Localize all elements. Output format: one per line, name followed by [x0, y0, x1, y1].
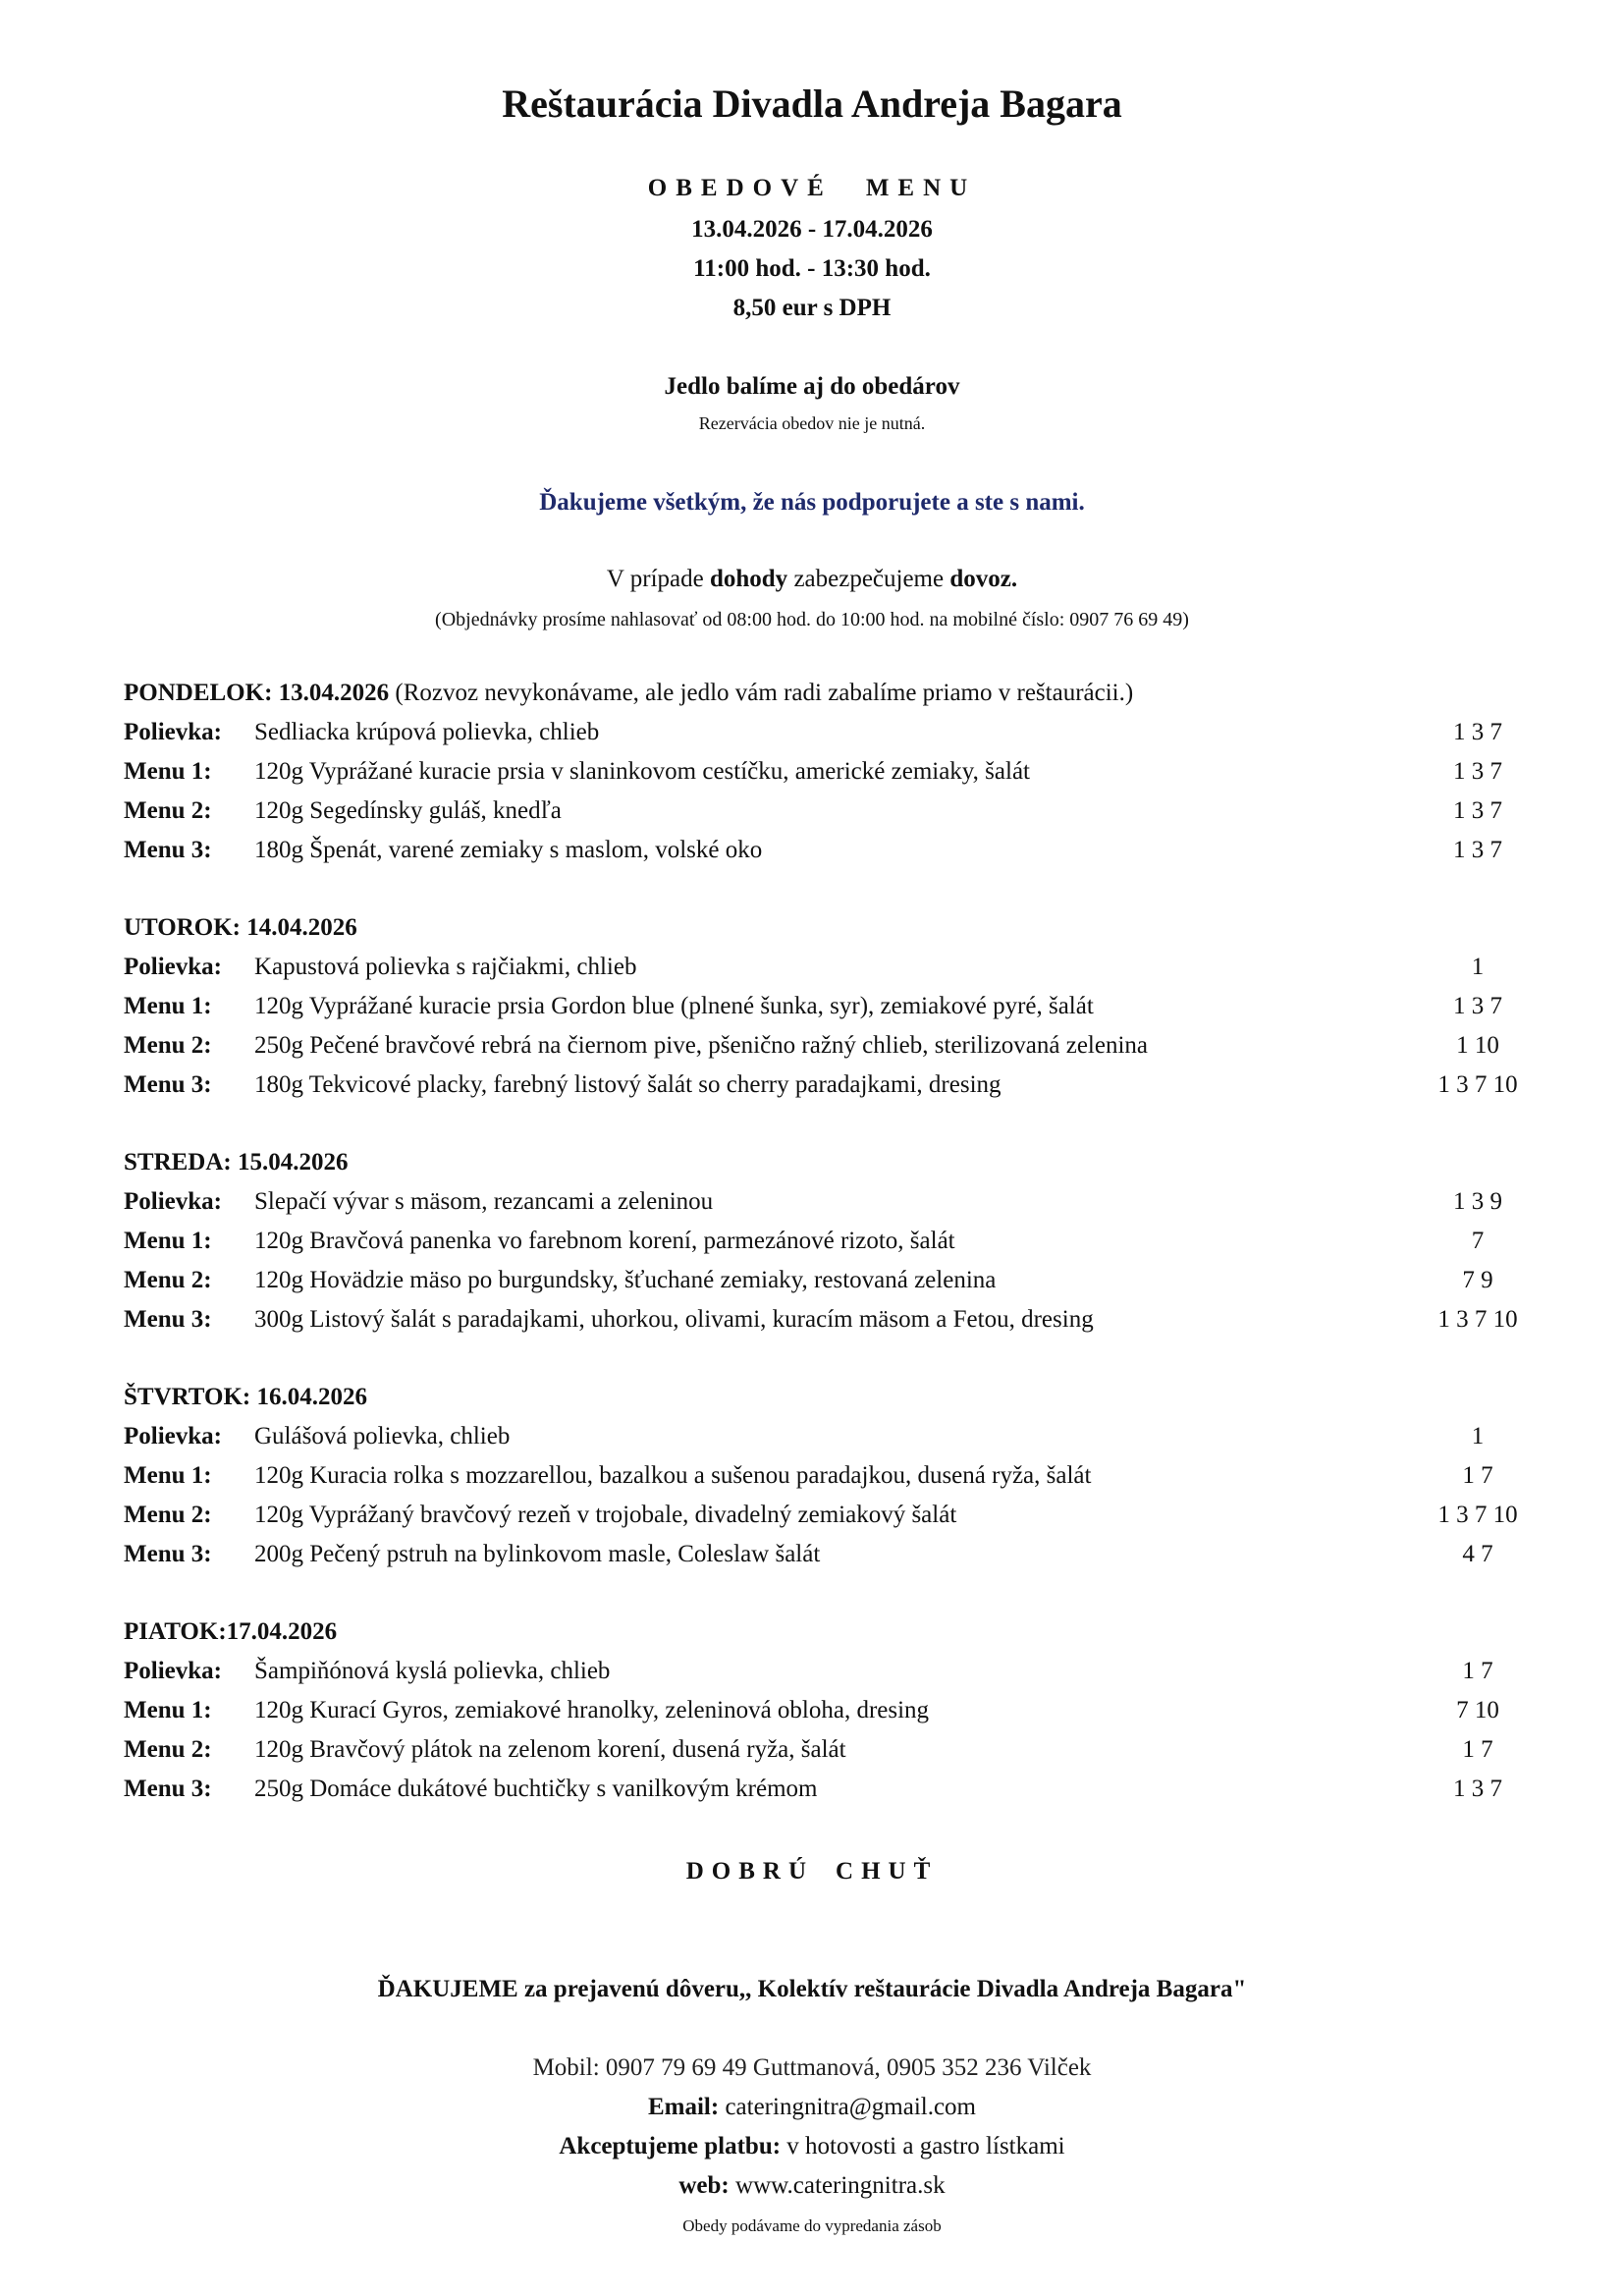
email-value: cateringnitra@gmail.com	[719, 2094, 977, 2120]
item-label: Polievka:	[124, 954, 222, 980]
item-label: Menu 1:	[124, 1228, 212, 1254]
item-dish: 300g Listový šalát s paradajkami, uhorkou, olivami, kuracím mäsom a Fetou, dresing	[254, 1306, 1094, 1333]
subtitle-word-2: MENU	[865, 175, 977, 201]
item-allergens: 4 7	[1462, 1541, 1493, 1567]
day-heading	[124, 914, 357, 942]
item-dish: 120g Bravčová panenka vo farebnom korení, parmezánové rizoto, šalát	[254, 1228, 955, 1254]
item-label: Menu 1:	[124, 1462, 212, 1489]
delivery-bold-2: dovoz.	[949, 566, 1018, 592]
item-dish: 120g Vyprážané kuracie prsia v slaninkovom cestíčku, americké zemiaky, šalát	[254, 758, 1030, 785]
item-allergens: 1 3 7	[1453, 993, 1502, 1019]
item-allergens: 1 3 7	[1453, 837, 1502, 863]
item-allergens: 1 3 7 10	[1437, 1071, 1518, 1098]
day-name: PONDELOK: 13.04.2026	[124, 680, 390, 706]
thanks-note: Ďakujeme všetkým, že nás podporujete a ste s nami.	[539, 489, 1085, 516]
menu-row	[0, 1267, 1624, 1306]
day-name: UTOROK: 14.04.2026	[124, 914, 357, 941]
item-dish: 120g Vyprážané kuracie prsia Gordon blue (plnené šunka, syr), zemiakové pyré, šalát	[254, 993, 1094, 1019]
delivery-mid: zabezpečujeme	[787, 566, 950, 592]
item-allergens: 1 7	[1462, 1736, 1493, 1763]
item-label: Menu 3:	[124, 837, 212, 863]
payment-value: v hotovosti a gastro lístkami	[781, 2133, 1065, 2159]
stock-note: Obedy podávame do vypredania zásob	[682, 2216, 942, 2235]
item-label: Menu 2:	[124, 1267, 212, 1293]
orders-note: (Objednávky prosíme nahlasovať od 08:00 hod. do 10:00 hod. na mobilné číslo: 0907 76 69 49)	[435, 609, 1189, 630]
day-heading	[124, 1149, 349, 1176]
day-heading	[124, 680, 1133, 707]
item-label: Menu 1:	[124, 758, 212, 785]
item-dish: 180g Tekvicové placky, farebný listový šalát so cherry paradajkami, dresing	[254, 1071, 1001, 1098]
menu-row	[0, 719, 1624, 758]
item-dish: 250g Domáce dukátové buchtičky s vanilkovým krémom	[254, 1776, 818, 1802]
menu-row	[0, 993, 1624, 1032]
item-allergens: 1 3 7	[1453, 797, 1502, 824]
item-dish: 200g Pečený pstruh na bylinkovom masle, Coleslaw šalát	[254, 1541, 821, 1567]
subtitle-word-1: OBEDOVÉ	[647, 175, 833, 201]
day-name: ŠTVRTOK: 16.04.2026	[124, 1384, 367, 1410]
menu-row	[0, 1423, 1624, 1462]
item-dish: Slepačí vývar s mäsom, rezancami a zeleninou	[254, 1188, 714, 1215]
menu-row	[0, 1541, 1624, 1580]
item-label: Menu 2:	[124, 1736, 212, 1763]
bon-appetit	[0, 1858, 1624, 1886]
menu-row	[0, 1032, 1624, 1071]
item-allergens: 7 10	[1456, 1697, 1499, 1723]
item-dish: Sedliacka krúpová polievka, chlieb	[254, 719, 600, 745]
menu-row	[0, 1462, 1624, 1502]
item-dish: Gulášová polievka, chlieb	[254, 1423, 511, 1449]
menu-dates: 13.04.2026 - 17.04.2026	[691, 216, 933, 243]
menu-row	[0, 1228, 1624, 1267]
item-label: Menu 3:	[124, 1776, 212, 1802]
item-allergens: 7 9	[1462, 1267, 1493, 1293]
item-dish: 120g Hovädzie mäso po burgundsky, šťuchané zemiaky, restovaná zelenina	[254, 1267, 997, 1293]
dobru-word-2: CHUŤ	[836, 1858, 939, 1885]
delivery-pre: V prípade	[606, 566, 710, 592]
day-heading	[124, 1618, 337, 1646]
contact-web	[0, 2172, 1624, 2200]
item-label: Polievka:	[124, 719, 222, 745]
item-dish: Šampiňónová kyslá polievka, chlieb	[254, 1658, 611, 1684]
item-allergens: 1 10	[1456, 1032, 1499, 1059]
menu-row	[0, 1188, 1624, 1228]
menu-row	[0, 1697, 1624, 1736]
item-label: Menu 3:	[124, 1071, 212, 1098]
web-label: web:	[678, 2172, 730, 2199]
item-allergens: 1 3 7	[1453, 719, 1502, 745]
serving-hours: 11:00 hod. - 13:30 hod.	[693, 255, 931, 282]
item-label: Menu 1:	[124, 993, 212, 1019]
day-note: (Rozvoz nevykonávame, ale jedlo vám radi zabalíme priamo v reštaurácii.)	[389, 680, 1134, 706]
item-allergens: 1 3 7 10	[1437, 1502, 1518, 1528]
dobru-word-1: DOBRÚ	[685, 1858, 815, 1885]
menu-row	[0, 837, 1624, 876]
payment-label: Akceptujeme platbu:	[559, 2133, 782, 2159]
menu-row	[0, 1071, 1624, 1111]
item-label: Polievka:	[124, 1658, 222, 1684]
item-allergens: 7	[1471, 1228, 1485, 1254]
menu-row	[0, 1306, 1624, 1345]
item-label: Menu 2:	[124, 1502, 212, 1528]
menu-row	[0, 758, 1624, 797]
item-label: Menu 1:	[124, 1697, 212, 1723]
reservation-note: Rezervácia obedov nie je nutná.	[698, 413, 926, 433]
contact-mobile: Mobil: 0907 79 69 49 Guttmanová, 0905 352 236 Vilček	[532, 2054, 1092, 2081]
contact-email	[0, 2094, 1624, 2121]
delivery-bold-1: dohody	[709, 566, 788, 592]
packing-note: Jedlo balíme aj do obedárov	[664, 373, 960, 400]
item-allergens: 1 7	[1462, 1658, 1493, 1684]
item-allergens: 1 3 9	[1453, 1188, 1502, 1215]
item-dish: 120g Vyprážaný bravčový rezeň v trojobale, divadelný zemiakový šalát	[254, 1502, 957, 1528]
item-dish: 120g Bravčový plátok na zelenom korení, dusená ryža, šalát	[254, 1736, 846, 1763]
delivery-note	[0, 566, 1624, 593]
menu-row	[0, 1502, 1624, 1541]
item-allergens: 1 3 7 10	[1437, 1306, 1518, 1333]
item-allergens: 1 3 7	[1453, 758, 1502, 785]
item-allergens: 1 7	[1462, 1462, 1493, 1489]
item-dish: Kapustová polievka s rajčiakmi, chlieb	[254, 954, 637, 980]
web-value: www.cateringnitra.sk	[729, 2172, 946, 2199]
item-label: Menu 3:	[124, 1541, 212, 1567]
item-allergens: 1	[1471, 1423, 1485, 1449]
item-dish: 120g Kuracia rolka s mozzarellou, bazalkou a sušenou paradajkou, dusená ryža, šalát	[254, 1462, 1092, 1489]
menu-row	[0, 1658, 1624, 1697]
menu-row	[0, 954, 1624, 993]
item-dish: 120g Segedínsky guláš, knedľa	[254, 797, 562, 824]
item-label: Menu 2:	[124, 797, 212, 824]
item-allergens: 1 3 7	[1453, 1776, 1502, 1802]
menu-row	[0, 1736, 1624, 1776]
day-heading	[124, 1384, 367, 1411]
item-label: Polievka:	[124, 1188, 222, 1215]
day-name: STREDA: 15.04.2026	[124, 1149, 349, 1175]
email-label: Email:	[647, 2094, 720, 2120]
item-allergens: 1	[1471, 954, 1485, 980]
item-dish: 250g Pečené bravčové rebrá na čiernom pive, pšenično ražný chlieb, sterilizovaná zelenina	[254, 1032, 1149, 1059]
item-label: Menu 3:	[124, 1306, 212, 1333]
menu-row	[0, 797, 1624, 837]
menu-price: 8,50 eur s DPH	[732, 295, 892, 321]
restaurant-title: Reštaurácia Divadla Andreja Bagara	[502, 82, 1122, 126]
item-dish: 120g Kurací Gyros, zemiakové hranolky, zeleninová obloha, dresing	[254, 1697, 930, 1723]
item-label: Menu 2:	[124, 1032, 212, 1059]
payment-info	[0, 2133, 1624, 2160]
day-name: PIATOK:17.04.2026	[124, 1618, 338, 1645]
item-dish: 180g Špenát, varené zemiaky s maslom, volské oko	[254, 837, 763, 863]
item-label: Polievka:	[124, 1423, 222, 1449]
menu-row	[0, 1776, 1624, 1815]
footer-thanks: ĎAKUJEME za prejavenú dôveru,, Kolektív reštaurácie Divadla Andreja Bagara"	[377, 1976, 1247, 2002]
menu-subtitle	[0, 175, 1624, 202]
